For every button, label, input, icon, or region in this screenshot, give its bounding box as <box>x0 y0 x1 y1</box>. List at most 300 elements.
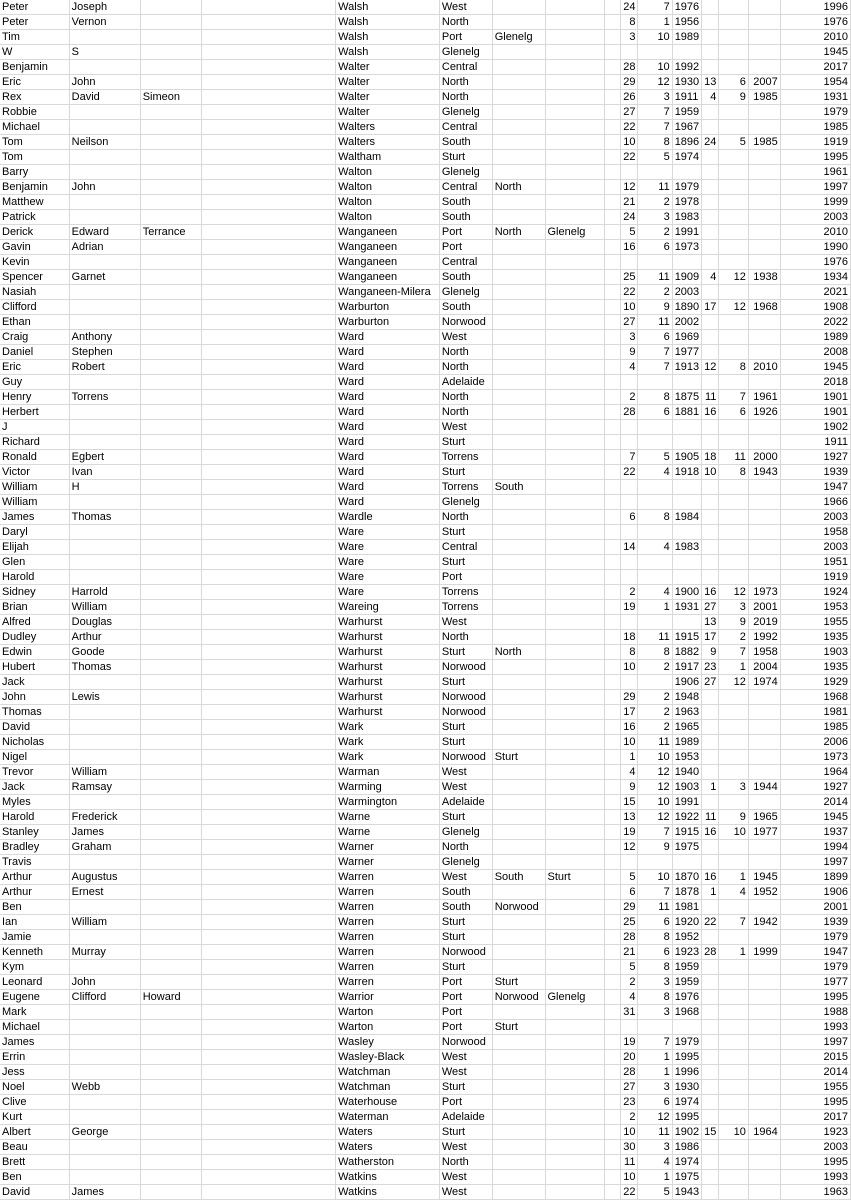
cell-death-day[interactable] <box>702 960 719 975</box>
cell-year[interactable]: 1995 <box>780 990 850 1005</box>
cell-club-2[interactable] <box>492 15 545 30</box>
cell-empty[interactable] <box>202 45 336 60</box>
cell-club-3[interactable] <box>545 315 604 330</box>
cell-club-1[interactable]: Glenelg <box>439 855 492 870</box>
cell-death-month[interactable] <box>719 1065 748 1080</box>
cell-birth-day[interactable]: 16 <box>621 240 638 255</box>
cell-club-3[interactable] <box>545 690 604 705</box>
cell-birth-year[interactable]: 1915 <box>672 825 701 840</box>
cell-club-1[interactable]: South <box>439 900 492 915</box>
cell-second-middle-name[interactable] <box>140 300 201 315</box>
cell-middle-name[interactable] <box>69 195 140 210</box>
cell-birth-year[interactable]: 1900 <box>672 585 701 600</box>
cell-birth-month[interactable]: 7 <box>638 885 672 900</box>
cell-birth-year[interactable] <box>672 615 701 630</box>
cell-empty[interactable] <box>202 90 336 105</box>
cell-first-name[interactable]: Trevor <box>0 765 69 780</box>
cell-club-1[interactable]: Torrens <box>439 480 492 495</box>
cell-surname[interactable]: Warhurst <box>336 660 440 675</box>
cell-death-day[interactable]: 12 <box>702 360 719 375</box>
cell-club-3[interactable] <box>545 480 604 495</box>
cell-club-2[interactable] <box>492 1140 545 1155</box>
cell-birth-month[interactable]: 8 <box>638 390 672 405</box>
cell-birth-month[interactable]: 7 <box>638 345 672 360</box>
cell-death-month[interactable]: 3 <box>719 600 748 615</box>
cell-middle-name[interactable]: William <box>69 600 140 615</box>
cell-club-3[interactable] <box>545 45 604 60</box>
cell-second-middle-name[interactable] <box>140 690 201 705</box>
cell-middle-name[interactable] <box>69 1170 140 1185</box>
cell-club-2[interactable]: North <box>492 645 545 660</box>
cell-year[interactable]: 2022 <box>780 315 850 330</box>
cell-second-middle-name[interactable] <box>140 480 201 495</box>
cell-club-2[interactable] <box>492 585 545 600</box>
cell-birth-month[interactable]: 5 <box>638 450 672 465</box>
cell-year[interactable]: 1945 <box>780 360 850 375</box>
cell-surname[interactable]: Warne <box>336 825 440 840</box>
cell-empty[interactable] <box>604 1080 620 1095</box>
cell-death-day[interactable] <box>702 30 719 45</box>
cell-first-name[interactable]: Matthew <box>0 195 69 210</box>
cell-death-year[interactable]: 1977 <box>748 825 780 840</box>
cell-club-1[interactable]: North <box>439 75 492 90</box>
cell-middle-name[interactable]: Ernest <box>69 885 140 900</box>
cell-surname[interactable]: Watkins <box>336 1170 440 1185</box>
cell-birth-day[interactable]: 24 <box>621 0 638 15</box>
cell-club-1[interactable]: Sturt <box>439 960 492 975</box>
cell-death-month[interactable] <box>719 1140 748 1155</box>
cell-club-3[interactable] <box>545 1110 604 1125</box>
cell-birth-year[interactable] <box>672 525 701 540</box>
cell-birth-day[interactable]: 15 <box>621 795 638 810</box>
cell-death-day[interactable] <box>702 705 719 720</box>
cell-death-month[interactable]: 1 <box>719 660 748 675</box>
cell-birth-year[interactable]: 1978 <box>672 195 701 210</box>
cell-birth-year[interactable]: 1979 <box>672 1035 701 1050</box>
cell-birth-month[interactable]: 12 <box>638 780 672 795</box>
cell-surname[interactable]: Walton <box>336 165 440 180</box>
cell-club-2[interactable]: Sturt <box>492 1020 545 1035</box>
cell-death-day[interactable]: 28 <box>702 945 719 960</box>
cell-birth-year[interactable]: 1915 <box>672 630 701 645</box>
cell-club-3[interactable] <box>545 525 604 540</box>
cell-second-middle-name[interactable] <box>140 465 201 480</box>
cell-club-1[interactable]: Norwood <box>439 705 492 720</box>
cell-year[interactable]: 2017 <box>780 1110 850 1125</box>
cell-death-day[interactable] <box>702 255 719 270</box>
cell-second-middle-name[interactable] <box>140 915 201 930</box>
cell-death-month[interactable]: 10 <box>719 825 748 840</box>
cell-empty[interactable] <box>202 450 336 465</box>
cell-middle-name[interactable] <box>69 420 140 435</box>
cell-birth-day[interactable]: 29 <box>621 900 638 915</box>
cell-birth-month[interactable]: 7 <box>638 105 672 120</box>
cell-club-1[interactable]: Sturt <box>439 465 492 480</box>
cell-club-1[interactable]: South <box>439 300 492 315</box>
cell-first-name[interactable]: Kenneth <box>0 945 69 960</box>
cell-death-year[interactable] <box>748 720 780 735</box>
cell-death-month[interactable] <box>719 525 748 540</box>
cell-club-1[interactable]: West <box>439 870 492 885</box>
cell-second-middle-name[interactable] <box>140 1110 201 1125</box>
cell-first-name[interactable]: Glen <box>0 555 69 570</box>
cell-surname[interactable]: Ware <box>336 570 440 585</box>
cell-middle-name[interactable]: Ivan <box>69 465 140 480</box>
cell-death-year[interactable]: 1985 <box>748 90 780 105</box>
cell-empty[interactable] <box>604 45 620 60</box>
cell-birth-month[interactable]: 7 <box>638 1035 672 1050</box>
cell-birth-month[interactable]: 10 <box>638 30 672 45</box>
cell-club-2[interactable]: North <box>492 225 545 240</box>
cell-club-1[interactable]: North <box>439 90 492 105</box>
cell-birth-day[interactable]: 4 <box>621 990 638 1005</box>
cell-club-1[interactable]: North <box>439 345 492 360</box>
cell-year[interactable]: 1999 <box>780 195 850 210</box>
cell-birth-year[interactable]: 1875 <box>672 390 701 405</box>
cell-empty[interactable] <box>604 690 620 705</box>
cell-club-2[interactable] <box>492 1125 545 1140</box>
cell-death-day[interactable] <box>702 690 719 705</box>
cell-empty[interactable] <box>604 420 620 435</box>
cell-club-2[interactable] <box>492 0 545 15</box>
cell-club-2[interactable] <box>492 510 545 525</box>
cell-club-2[interactable] <box>492 630 545 645</box>
cell-birth-year[interactable]: 1903 <box>672 780 701 795</box>
cell-middle-name[interactable] <box>69 540 140 555</box>
cell-middle-name[interactable]: Goode <box>69 645 140 660</box>
cell-empty[interactable] <box>202 765 336 780</box>
cell-birth-year[interactable]: 1909 <box>672 270 701 285</box>
cell-second-middle-name[interactable] <box>140 1065 201 1080</box>
cell-death-year[interactable] <box>748 285 780 300</box>
cell-surname[interactable]: Ward <box>336 405 440 420</box>
cell-club-1[interactable]: Norwood <box>439 1035 492 1050</box>
cell-second-middle-name[interactable] <box>140 435 201 450</box>
cell-birth-month[interactable]: 8 <box>638 930 672 945</box>
cell-empty[interactable] <box>604 1005 620 1020</box>
cell-first-name[interactable]: Patrick <box>0 210 69 225</box>
cell-birth-day[interactable]: 22 <box>621 150 638 165</box>
cell-second-middle-name[interactable] <box>140 1035 201 1050</box>
cell-second-middle-name[interactable] <box>140 240 201 255</box>
cell-empty[interactable] <box>202 555 336 570</box>
cell-birth-month[interactable] <box>638 525 672 540</box>
cell-empty[interactable] <box>202 480 336 495</box>
cell-death-month[interactable]: 9 <box>719 810 748 825</box>
cell-first-name[interactable]: Errin <box>0 1050 69 1065</box>
cell-club-3[interactable] <box>545 1050 604 1065</box>
cell-club-3[interactable] <box>545 885 604 900</box>
cell-surname[interactable]: Ward <box>336 390 440 405</box>
cell-empty[interactable] <box>604 225 620 240</box>
cell-death-year[interactable] <box>748 345 780 360</box>
cell-club-2[interactable]: Sturt <box>492 750 545 765</box>
cell-death-year[interactable] <box>748 1080 780 1095</box>
cell-club-2[interactable] <box>492 690 545 705</box>
cell-middle-name[interactable] <box>69 570 140 585</box>
cell-empty[interactable] <box>604 705 620 720</box>
cell-club-2[interactable]: South <box>492 870 545 885</box>
cell-death-month[interactable] <box>719 60 748 75</box>
cell-club-2[interactable] <box>492 360 545 375</box>
cell-birth-day[interactable]: 14 <box>621 540 638 555</box>
cell-empty[interactable] <box>604 540 620 555</box>
cell-club-3[interactable] <box>545 720 604 735</box>
cell-club-3[interactable] <box>545 285 604 300</box>
cell-club-1[interactable]: North <box>439 510 492 525</box>
cell-club-2[interactable] <box>492 1050 545 1065</box>
cell-club-3[interactable] <box>545 975 604 990</box>
cell-club-3[interactable] <box>545 30 604 45</box>
cell-death-day[interactable] <box>702 60 719 75</box>
cell-empty[interactable] <box>202 735 336 750</box>
cell-club-2[interactable] <box>492 735 545 750</box>
cell-empty[interactable] <box>604 150 620 165</box>
cell-death-year[interactable] <box>748 840 780 855</box>
cell-empty[interactable] <box>202 960 336 975</box>
cell-death-month[interactable] <box>719 720 748 735</box>
cell-empty[interactable] <box>604 1155 620 1170</box>
cell-death-day[interactable] <box>702 240 719 255</box>
cell-middle-name[interactable] <box>69 855 140 870</box>
cell-death-day[interactable]: 22 <box>702 915 719 930</box>
cell-club-1[interactable]: North <box>439 390 492 405</box>
cell-second-middle-name[interactable] <box>140 1140 201 1155</box>
cell-year[interactable]: 1994 <box>780 840 850 855</box>
cell-year[interactable]: 1951 <box>780 555 850 570</box>
cell-club-3[interactable] <box>545 240 604 255</box>
cell-birth-day[interactable]: 10 <box>621 135 638 150</box>
cell-middle-name[interactable]: Torrens <box>69 390 140 405</box>
cell-empty[interactable] <box>604 405 620 420</box>
cell-empty[interactable] <box>604 720 620 735</box>
cell-death-year[interactable] <box>748 510 780 525</box>
cell-year[interactable]: 2003 <box>780 1140 850 1155</box>
cell-middle-name[interactable]: George <box>69 1125 140 1140</box>
cell-birth-month[interactable]: 1 <box>638 600 672 615</box>
cell-death-year[interactable]: 1999 <box>748 945 780 960</box>
cell-surname[interactable]: Waters <box>336 1140 440 1155</box>
cell-empty[interactable] <box>202 810 336 825</box>
cell-club-2[interactable] <box>492 825 545 840</box>
cell-empty[interactable] <box>604 930 620 945</box>
cell-birth-day[interactable]: 28 <box>621 405 638 420</box>
cell-surname[interactable]: Wardle <box>336 510 440 525</box>
cell-first-name[interactable]: Nasiah <box>0 285 69 300</box>
cell-club-1[interactable]: Norwood <box>439 690 492 705</box>
cell-middle-name[interactable]: Joseph <box>69 0 140 15</box>
cell-club-1[interactable]: Port <box>439 975 492 990</box>
cell-middle-name[interactable]: David <box>69 90 140 105</box>
cell-death-year[interactable] <box>748 690 780 705</box>
cell-death-day[interactable]: 11 <box>702 390 719 405</box>
cell-first-name[interactable]: Hubert <box>0 660 69 675</box>
cell-death-day[interactable] <box>702 525 719 540</box>
cell-second-middle-name[interactable] <box>140 735 201 750</box>
cell-year[interactable]: 1968 <box>780 690 850 705</box>
cell-club-2[interactable] <box>492 675 545 690</box>
cell-club-3[interactable] <box>545 675 604 690</box>
cell-birth-year[interactable]: 1930 <box>672 1080 701 1095</box>
cell-birth-year[interactable]: 1906 <box>672 675 701 690</box>
cell-empty[interactable] <box>202 885 336 900</box>
cell-year[interactable]: 1981 <box>780 705 850 720</box>
cell-club-2[interactable] <box>492 600 545 615</box>
cell-club-1[interactable]: Torrens <box>439 585 492 600</box>
cell-death-month[interactable] <box>719 750 748 765</box>
cell-middle-name[interactable]: Webb <box>69 1080 140 1095</box>
cell-empty[interactable] <box>202 225 336 240</box>
cell-second-middle-name[interactable] <box>140 900 201 915</box>
cell-empty[interactable] <box>202 630 336 645</box>
cell-birth-month[interactable]: 7 <box>638 0 672 15</box>
cell-middle-name[interactable] <box>69 1035 140 1050</box>
cell-year[interactable]: 2014 <box>780 1065 850 1080</box>
cell-birth-year[interactable]: 1979 <box>672 180 701 195</box>
cell-birth-month[interactable]: 6 <box>638 945 672 960</box>
cell-birth-month[interactable]: 8 <box>638 960 672 975</box>
cell-birth-day[interactable] <box>621 255 638 270</box>
cell-empty[interactable] <box>202 600 336 615</box>
cell-birth-day[interactable]: 21 <box>621 195 638 210</box>
cell-death-month[interactable]: 12 <box>719 675 748 690</box>
cell-club-2[interactable] <box>492 405 545 420</box>
cell-second-middle-name[interactable] <box>140 345 201 360</box>
cell-death-day[interactable] <box>702 975 719 990</box>
cell-first-name[interactable]: Victor <box>0 465 69 480</box>
cell-club-3[interactable] <box>545 945 604 960</box>
cell-birth-month[interactable]: 9 <box>638 300 672 315</box>
cell-death-month[interactable] <box>719 165 748 180</box>
cell-death-year[interactable] <box>748 45 780 60</box>
cell-death-day[interactable] <box>702 420 719 435</box>
cell-surname[interactable]: Walsh <box>336 30 440 45</box>
cell-birth-year[interactable] <box>672 420 701 435</box>
cell-surname[interactable]: Ware <box>336 525 440 540</box>
cell-first-name[interactable]: Guy <box>0 375 69 390</box>
cell-empty[interactable] <box>604 165 620 180</box>
cell-first-name[interactable]: Mark <box>0 1005 69 1020</box>
cell-middle-name[interactable]: James <box>69 1185 140 1200</box>
cell-first-name[interactable]: J <box>0 420 69 435</box>
cell-birth-day[interactable]: 6 <box>621 510 638 525</box>
cell-club-2[interactable] <box>492 1080 545 1095</box>
cell-year[interactable]: 1985 <box>780 120 850 135</box>
cell-death-year[interactable] <box>748 435 780 450</box>
cell-birth-year[interactable]: 1968 <box>672 1005 701 1020</box>
cell-club-1[interactable]: Sturt <box>439 720 492 735</box>
cell-birth-year[interactable]: 2002 <box>672 315 701 330</box>
cell-middle-name[interactable] <box>69 795 140 810</box>
cell-birth-day[interactable]: 2 <box>621 390 638 405</box>
cell-death-day[interactable] <box>702 330 719 345</box>
cell-birth-year[interactable] <box>672 855 701 870</box>
cell-club-3[interactable] <box>545 165 604 180</box>
cell-second-middle-name[interactable] <box>140 180 201 195</box>
cell-death-day[interactable] <box>702 555 719 570</box>
cell-second-middle-name[interactable] <box>140 555 201 570</box>
cell-birth-year[interactable]: 1922 <box>672 810 701 825</box>
cell-first-name[interactable]: Michael <box>0 120 69 135</box>
cell-death-month[interactable] <box>719 540 748 555</box>
cell-second-middle-name[interactable] <box>140 765 201 780</box>
cell-club-2[interactable] <box>492 720 545 735</box>
cell-club-3[interactable] <box>545 180 604 195</box>
cell-birth-day[interactable]: 27 <box>621 1080 638 1095</box>
cell-club-2[interactable] <box>492 1110 545 1125</box>
cell-surname[interactable]: Watchman <box>336 1080 440 1095</box>
cell-second-middle-name[interactable] <box>140 255 201 270</box>
cell-year[interactable]: 1937 <box>780 825 850 840</box>
cell-middle-name[interactable] <box>69 405 140 420</box>
cell-death-month[interactable] <box>719 195 748 210</box>
cell-middle-name[interactable] <box>69 300 140 315</box>
cell-death-year[interactable]: 1944 <box>748 780 780 795</box>
cell-surname[interactable]: Warming <box>336 780 440 795</box>
cell-birth-month[interactable]: 2 <box>638 705 672 720</box>
cell-second-middle-name[interactable] <box>140 30 201 45</box>
cell-club-2[interactable] <box>492 840 545 855</box>
cell-club-2[interactable] <box>492 150 545 165</box>
cell-birth-day[interactable]: 27 <box>621 315 638 330</box>
cell-surname[interactable]: Walton <box>336 180 440 195</box>
cell-club-1[interactable]: Sturt <box>439 555 492 570</box>
cell-first-name[interactable]: Rex <box>0 90 69 105</box>
cell-club-1[interactable]: West <box>439 420 492 435</box>
cell-club-1[interactable]: Sturt <box>439 735 492 750</box>
cell-first-name[interactable]: Travis <box>0 855 69 870</box>
cell-death-day[interactable]: 16 <box>702 825 719 840</box>
cell-birth-month[interactable]: 11 <box>638 315 672 330</box>
cell-year[interactable]: 1947 <box>780 945 850 960</box>
cell-birth-month[interactable]: 3 <box>638 1140 672 1155</box>
cell-first-name[interactable]: James <box>0 1035 69 1050</box>
cell-birth-year[interactable]: 1902 <box>672 1125 701 1140</box>
cell-club-1[interactable]: North <box>439 1155 492 1170</box>
cell-empty[interactable] <box>604 975 620 990</box>
cell-death-day[interactable] <box>702 570 719 585</box>
cell-second-middle-name[interactable] <box>140 750 201 765</box>
cell-first-name[interactable]: Ben <box>0 900 69 915</box>
cell-middle-name[interactable] <box>69 435 140 450</box>
cell-middle-name[interactable] <box>69 525 140 540</box>
cell-empty[interactable] <box>604 810 620 825</box>
cell-death-month[interactable]: 9 <box>719 615 748 630</box>
cell-empty[interactable] <box>202 1035 336 1050</box>
cell-death-day[interactable] <box>702 1080 719 1095</box>
cell-empty[interactable] <box>202 495 336 510</box>
cell-birth-month[interactable]: 12 <box>638 765 672 780</box>
cell-death-month[interactable]: 8 <box>719 465 748 480</box>
cell-second-middle-name[interactable] <box>140 375 201 390</box>
cell-club-1[interactable]: Sturt <box>439 435 492 450</box>
cell-death-year[interactable] <box>748 570 780 585</box>
cell-club-2[interactable] <box>492 165 545 180</box>
cell-birth-day[interactable]: 19 <box>621 825 638 840</box>
cell-club-3[interactable] <box>545 615 604 630</box>
cell-club-1[interactable]: Central <box>439 255 492 270</box>
cell-club-1[interactable]: Sturt <box>439 1125 492 1140</box>
cell-death-month[interactable] <box>719 690 748 705</box>
cell-birth-month[interactable]: 5 <box>638 150 672 165</box>
cell-birth-day[interactable]: 7 <box>621 450 638 465</box>
cell-surname[interactable]: Warhurst <box>336 690 440 705</box>
cell-first-name[interactable]: Noel <box>0 1080 69 1095</box>
cell-club-3[interactable] <box>545 120 604 135</box>
cell-death-day[interactable] <box>702 195 719 210</box>
cell-club-1[interactable]: West <box>439 1185 492 1200</box>
cell-first-name[interactable]: Benjamin <box>0 60 69 75</box>
